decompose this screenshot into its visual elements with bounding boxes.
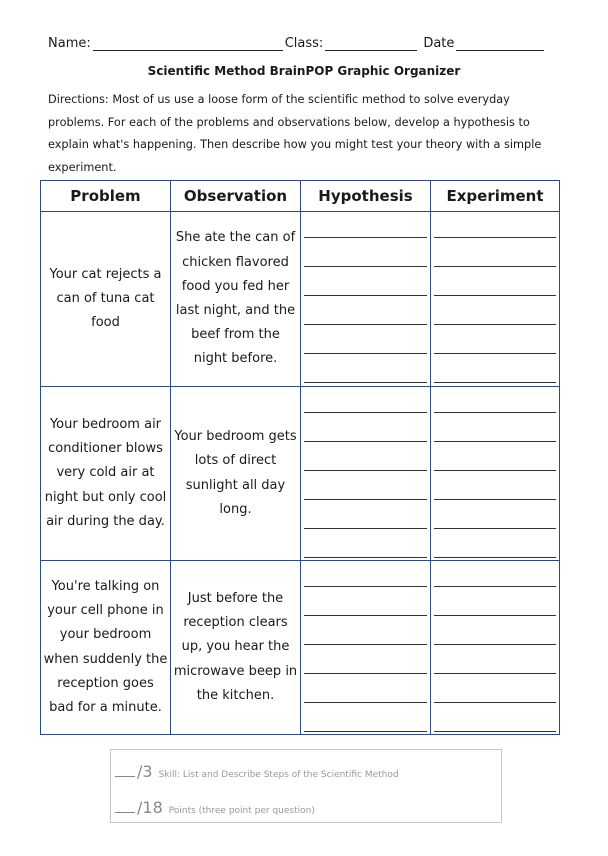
table-header-row xyxy=(41,181,560,212)
header-observation: Observation xyxy=(171,181,301,212)
observation-cell: She ate the can of chicken flavored food you fed her last night, and the beef from the night before. xyxy=(171,212,301,387)
problem-cell: Your cat rejects a can of tuna cat food xyxy=(41,212,171,387)
hypothesis-answer-area[interactable] xyxy=(301,212,431,387)
points-score xyxy=(115,798,315,817)
observation-cell: Just before the reception clears up, you hear the microwave beep in the kitchen. xyxy=(171,561,301,735)
skill-score-total: /3 xyxy=(137,762,153,781)
header-experiment: Experiment xyxy=(431,181,560,212)
header-hypothesis: Hypothesis xyxy=(301,181,431,212)
problem-cell: You're talking on your cell phone in your bedroom when suddenly the reception goes bad for a minute. xyxy=(41,561,171,735)
observation-cell: Your bedroom gets lots of direct sunlight all day long. xyxy=(171,387,301,561)
page-title: Scientific Method BrainPOP Graphic Organizer xyxy=(147,64,461,78)
date-blank[interactable] xyxy=(456,36,544,51)
table-row xyxy=(41,212,560,387)
hypothesis-answer-area[interactable] xyxy=(301,387,431,561)
class-label: Class: xyxy=(284,36,324,51)
skill-score-blank[interactable] xyxy=(115,776,135,777)
points-score-label: Points (three point per question) xyxy=(168,806,315,816)
name-label: Name: xyxy=(48,36,91,51)
experiment-answer-area[interactable] xyxy=(431,387,560,561)
class-blank[interactable] xyxy=(325,36,417,51)
experiment-answer-area[interactable] xyxy=(431,212,560,387)
points-score-total: /18 xyxy=(137,798,163,817)
points-score-blank[interactable] xyxy=(115,812,135,813)
table-row xyxy=(41,561,560,735)
table-row xyxy=(41,387,560,561)
hypothesis-answer-area[interactable] xyxy=(301,561,431,735)
directions-text: Directions: Most of us use a loose form of the scientific method to solve everyday problems. For each of the problems and observations below, develop a hypothesis to explain what's happening. Then describe how you might test your theory with a simple experiment. xyxy=(48,93,542,174)
experiment-answer-area[interactable] xyxy=(431,561,560,735)
skill-score xyxy=(115,762,399,781)
problem-cell: Your bedroom air conditioner blows very cold air at night but only cool air during the day. xyxy=(41,387,171,561)
date-label: Date xyxy=(423,36,455,51)
student-info-header xyxy=(48,36,548,51)
header-problem: Problem xyxy=(41,181,171,212)
skill-score-label: Skill: List and Describe Steps of the Scientific Method xyxy=(158,770,399,780)
name-blank[interactable] xyxy=(93,36,283,51)
graphic-organizer-table xyxy=(40,180,560,735)
score-box xyxy=(110,749,502,823)
